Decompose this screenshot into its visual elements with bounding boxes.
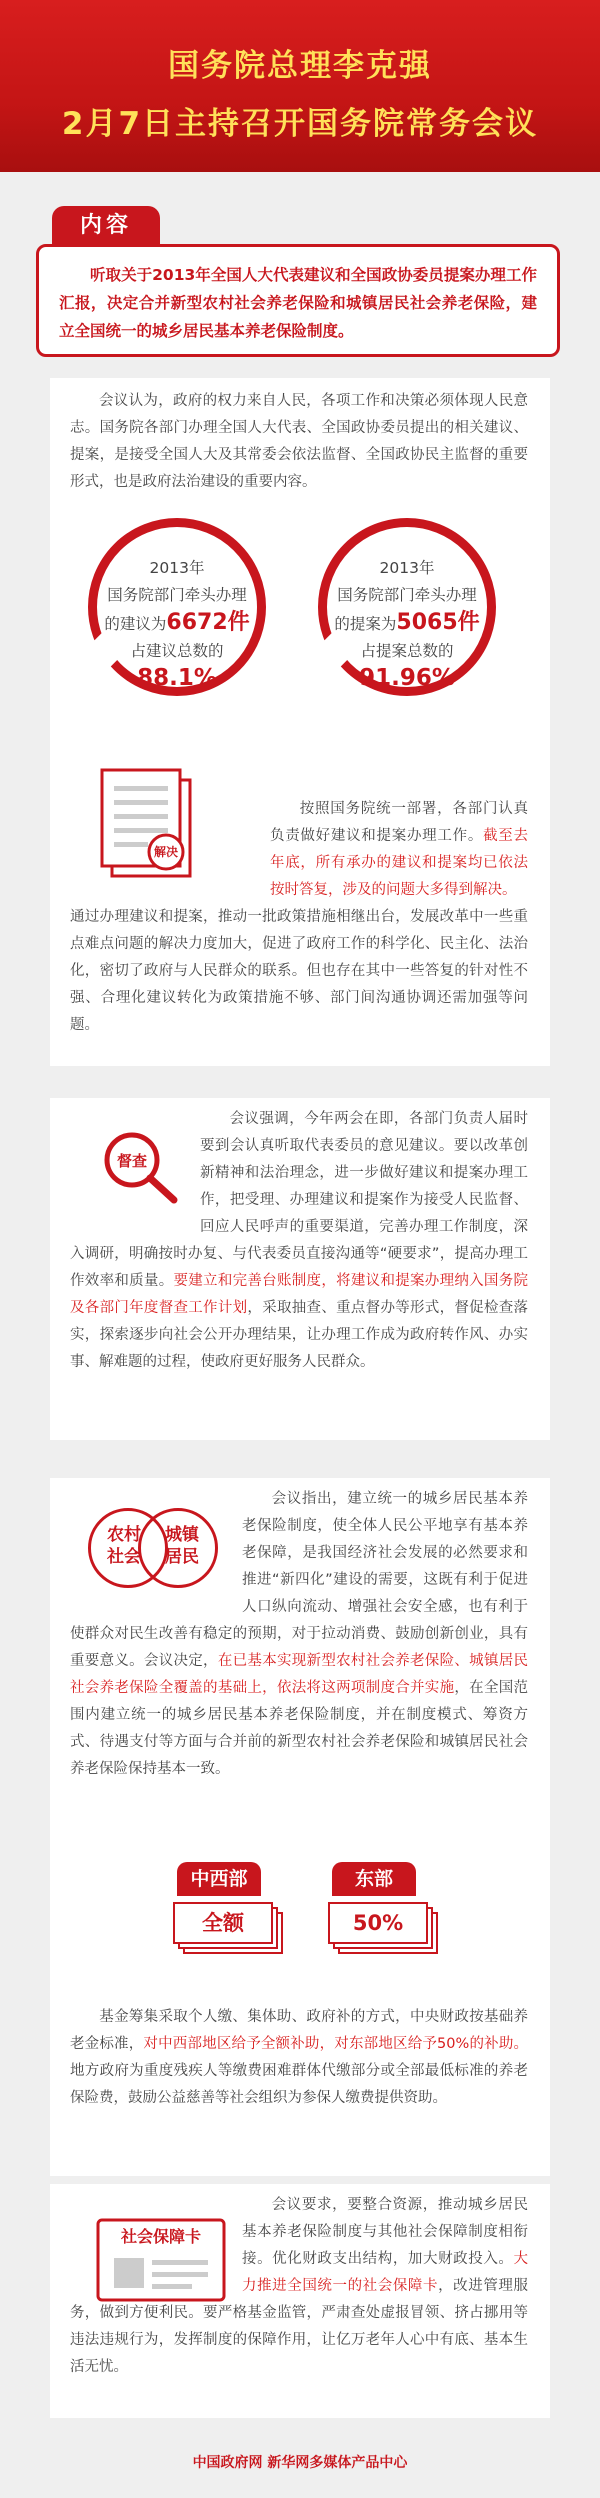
- half-subsidy-label: 50%: [328, 1902, 428, 1944]
- section2-para-highlight: 要建立和完善台账制度，将建议和提案办理纳入国务院及各部门年度督查工作计划: [70, 1273, 528, 1316]
- page-title-line1: 国务院总理李克强: [168, 48, 432, 84]
- section3-para2: [70, 2004, 528, 2112]
- resolve-stamp: 解决: [153, 845, 178, 859]
- section-supervision: [50, 1098, 550, 1440]
- ring1-label: 国务院部门牵头办理: [107, 586, 247, 604]
- card-label: 社会保障卡: [120, 2227, 201, 2246]
- ring1-count: 6672件: [166, 610, 250, 635]
- section3-para1-a: 会议指出，建立统一的城乡居民基本养老保险制度，使全体人民公平地享有基本养老保障，是我国经济社会发展的必然要求和推进“新四化”建设的需要，这既有利于促进人口纵向流动、增强社会安全感，也有利于使群众对民生改善有稳定的预期，对于拉动消费、鼓励创新创业，具有重要意义。会议决定，: [70, 1491, 528, 1669]
- ring1-label2: 的建议为: [104, 615, 167, 633]
- section1-para1: 会议认为，政府的权力来自人民，各项工作和决策必须体现人民意志。国务院各部门办理全国人大代表、全国政协委员提出的相关建议、提案，是接受全国人大及其常委会依法监督、全国政协民主监督的重要形式，也是政府法治建设的重要内容。: [70, 393, 528, 490]
- ring2-label: 国务院部门牵头办理: [337, 586, 477, 604]
- ring2-count: 5065件: [396, 610, 480, 635]
- section3-para1-highlight: 在已基本实现新型农村社会养老保险、城镇居民社会养老保险全覆盖的基础上，依法将这两项制度合并实施: [70, 1653, 529, 1696]
- ring1-percent: 88.1%: [137, 665, 217, 691]
- section2-para: [70, 1106, 528, 1376]
- ring2-year: 2013年: [379, 559, 435, 577]
- ring2-label2: 的提案为: [334, 615, 397, 633]
- intro-tab: 内容: [52, 206, 160, 246]
- full-subsidy-label: 全额: [173, 1902, 273, 1944]
- half-subsidy-stack: [328, 1902, 440, 1956]
- intro-box: [36, 244, 560, 357]
- urban-label: 城镇: [165, 1525, 199, 1545]
- page-title-line2: 2月7日主持召开国务院常务会议: [61, 106, 539, 142]
- section4-para-b: ，改进管理服务，做到方便利民。要严格基金监管，严肃查处虚报冒领、挤占挪用等违法违规行为，发挥制度的保障作用，让亿万老年人心中有底、基本生活无忧。: [70, 2278, 529, 2375]
- section3-para2-b: 地方政府为重度残疾人等缴费困难群体代缴部分或全部最低标准的养老保险费，鼓励公益慈善等社会组织为参保人缴费提供资助。: [70, 2063, 528, 2106]
- section-proposals: [50, 378, 550, 1066]
- tag-east: 东部: [332, 1862, 416, 1896]
- supervision-label: 督查: [116, 1152, 147, 1170]
- footer-credit: 中国政府网 新华网多媒体产品中心: [192, 2455, 408, 2471]
- ring2-percent: 91.96%: [359, 665, 455, 691]
- section4-para-highlight: 大力推进全国统一的社会保障卡: [242, 2251, 528, 2294]
- ring-chart-proposals: [318, 518, 496, 696]
- resident-label: 居民: [165, 1547, 199, 1567]
- document-icon: [98, 768, 194, 880]
- section1-para2-highlight: 截至去年底，所有承办的建议和提案均已依法按时答复，涉及的问题大多得到解决。: [270, 828, 528, 898]
- ring2-label3: 占提案总数的: [360, 642, 454, 660]
- section4-para: [70, 2192, 528, 2381]
- page-header: [0, 0, 600, 172]
- rural-label: 农村: [107, 1525, 141, 1545]
- full-subsidy-stack: [173, 1902, 285, 1956]
- ring1-label3: 占建议总数的: [130, 642, 224, 660]
- section1-para2b: 通过办理建议和提案，推动一批政策措施相继出台，发展改革中一些重点难点问题的解决力度加大，促进了政府工作的科学化、民主化、法治化，密切了政府与人民群众的联系。但也存在其中一些答复的针对性不强、合理化建议转化为政策措施不够、部门间沟通协调还需加强等问题。: [70, 909, 528, 1033]
- section2-para-b: ，采取抽查、重点督办等形式，督促检查落实，探索逐步向社会公开办理结果，让办理工作成为政府转作风、办实事、解难题的过程，使政府更好服务人民群众。: [70, 1300, 529, 1370]
- social-label: 社会: [107, 1547, 141, 1567]
- section1-para2a: 按照国务院统一部署，各部门认真负责做好建议和提案办理工作。: [270, 801, 528, 844]
- section3-para2-highlight: 对中西部地区给予全额补助，对东部地区给予50%的补助。: [143, 2036, 529, 2052]
- section1-para2-start: [270, 796, 528, 904]
- section3-para1: [70, 1486, 528, 1783]
- section-pension: [50, 1478, 550, 2176]
- section4-para-a: 会议要求，要整合资源，推动城乡居民基本养老保险制度与其他社会保障制度相衔接。优化财政支出结构，加大财政投入。: [242, 2197, 528, 2267]
- section2-para-a: 会议强调，今年两会在即，各部门负责人届时要到会认真听取代表委员的意见建议。要以改革创新精神和法治理念，进一步做好建议和提案办理工作，把受理、办理建议和提案作为接受人民监督、回应人民呼声的重要渠道，完善办理工作制度，深入调研，明确按时办复、与代表委员直接沟通等“硬要求”，提高办理工作效率和质量。: [70, 1111, 528, 1289]
- ring-chart-suggestions: [88, 518, 266, 696]
- section3-para1-b: ，在全国范围内建立统一的城乡居民基本养老保险制度，并在制度模式、筹资方式、待遇支付等方面与合并前的新型农村社会养老保险和城镇居民社会养老保险保持基本一致。: [70, 1680, 529, 1777]
- ring1-year: 2013年: [149, 559, 205, 577]
- intro-text: 听取关于2013年全国人大代表建议和全国政协委员提案办理工作汇报，决定合并新型农村社会养老保险和城镇居民社会养老保险，建立全国统一的城乡居民基本养老保险制度。: [59, 266, 537, 340]
- section-social-security: [50, 2184, 550, 2418]
- tag-central-west: 中西部: [177, 1862, 261, 1896]
- section3-para2-a: 基金筹集采取个人缴、集体助、政府补的方式，中央财政按基础养老金标准，: [70, 2009, 528, 2052]
